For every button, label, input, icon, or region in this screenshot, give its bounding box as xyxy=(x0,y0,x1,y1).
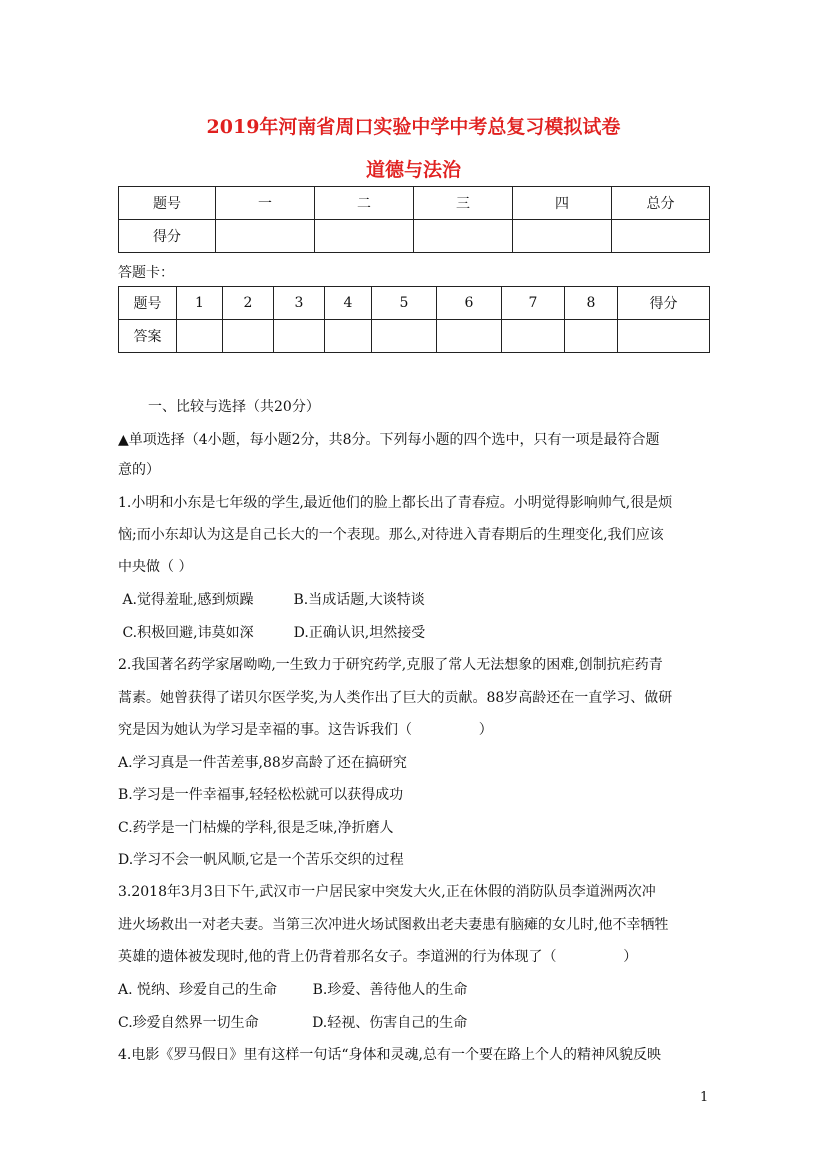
answer-header-cell: 3 xyxy=(274,287,325,320)
answer-cell[interactable] xyxy=(177,320,223,353)
score-header-cell: 总分 xyxy=(612,187,710,220)
score-cell[interactable] xyxy=(513,220,612,253)
question-2-stem: 蒿素。她曾获得了诺贝尔医学奖,为人类作出了巨大的贡献。88岁高龄还在一直学习、做研 xyxy=(118,690,673,706)
score-table xyxy=(118,186,710,253)
answer-cell[interactable] xyxy=(618,320,710,353)
answer-header-cell: 6 xyxy=(437,287,502,320)
answer-header-cell: 题号 xyxy=(119,287,177,320)
question-3-stem: 进火场救出一对老夫妻。当第三次冲进火场试图救出老夫妻患有脑瘫的女儿时,他不幸牺牲 xyxy=(118,917,669,933)
question-2-option: B.学习是一件幸福事,轻轻松松就可以获得成功 xyxy=(118,787,404,803)
answer-cell[interactable] xyxy=(372,320,437,353)
question-2-option: A.学习真是一件苦差事,88岁高龄了还在搞研究 xyxy=(118,755,407,771)
answer-header-cell: 5 xyxy=(372,287,437,320)
answer-header-cell: 8 xyxy=(565,287,618,320)
question-1-options: C.积极回避,讳莫如深 D.正确认识,坦然接受 xyxy=(118,625,426,641)
section-heading: 一、比较与选择（共20分） xyxy=(148,399,320,415)
question-2-option: D.学习不会一帆风顺,它是一个苦乐交织的过程 xyxy=(118,852,404,868)
answer-cell[interactable] xyxy=(502,320,565,353)
answer-table xyxy=(118,286,710,353)
question-3-options: A. 悦纳、珍爱自己的生命 B.珍爱、善待他人的生命 xyxy=(118,982,468,998)
answer-cell[interactable] xyxy=(223,320,274,353)
score-cell[interactable] xyxy=(315,220,414,253)
question-1-stem: 1.小明和小东是七年级的学生,最近他们的脸上都长出了青春痘。小明觉得影响帅气,很是烦 xyxy=(118,495,673,511)
question-3-stem: 英雄的遗体被发现时,他的背上仍背着那名女子。李道洲的行为体现了（ ） xyxy=(118,949,638,965)
page-number: 1 xyxy=(700,1090,709,1105)
question-2-option: C.药学是一门枯燥的学科,很是乏味,净折磨人 xyxy=(118,820,394,836)
question-2-stem: 2.我国著名药学家屠呦呦,一生致力于研究药学,克服了常人无法想象的困难,创制抗疟药青 xyxy=(118,657,663,673)
score-header-cell: 三 xyxy=(414,187,513,220)
answer-cell[interactable] xyxy=(437,320,502,353)
answer-table-header-row xyxy=(119,287,710,320)
answer-header-cell: 得分 xyxy=(618,287,710,320)
question-3-options: C.珍爱自然界一切生命 D.轻视、伤害自己的生命 xyxy=(118,1015,468,1031)
answer-header-cell: 2 xyxy=(223,287,274,320)
instructions-line: 意的） xyxy=(118,462,160,478)
instructions-line: ▲单项选择（4小题，每小题2分，共8分。下列每小题的四个选中，只有一项是最符合题 xyxy=(118,432,660,448)
answer-cell[interactable] xyxy=(274,320,325,353)
question-1-options: A.觉得羞耻,感到烦躁 B.当成话题,大谈特谈 xyxy=(118,592,425,608)
question-2-stem: 究是因为她认为学习是幸福的事。这告诉我们（ ） xyxy=(118,722,493,738)
score-table-header-row xyxy=(119,187,710,220)
question-1-stem: 中央做（ ） xyxy=(118,559,193,575)
score-header-cell: 题号 xyxy=(119,187,216,220)
score-row-label: 得分 xyxy=(119,220,216,253)
exam-subject: 道德与法治 xyxy=(365,159,461,181)
exam-title: 2019年河南省周口实验中学中考总复习模拟试卷 xyxy=(206,116,621,138)
answer-cell[interactable] xyxy=(325,320,372,353)
answer-table-answer-row xyxy=(119,320,710,353)
question-3-stem: 3.2018年3月3日下午,武汉市一户居民家中突发大火,正在休假的消防队员李道洲两次冲 xyxy=(118,884,656,900)
score-cell[interactable] xyxy=(216,220,315,253)
answer-header-cell: 4 xyxy=(325,287,372,320)
answer-header-cell: 1 xyxy=(177,287,223,320)
score-header-cell: 二 xyxy=(315,187,414,220)
score-table-score-row xyxy=(119,220,710,253)
question-1-stem: 恼;而小东却认为这是自己长大的一个表现。那么,对待进入青春期后的生理变化,我们应该 xyxy=(118,527,664,543)
score-header-cell: 四 xyxy=(513,187,612,220)
question-4-stem: 4.电影《罗马假日》里有这样一句话“身体和灵魂,总有一个要在路上个人的精神风貌反映 xyxy=(118,1047,661,1063)
answer-row-label: 答案 xyxy=(119,320,177,353)
answer-header-cell: 7 xyxy=(502,287,565,320)
answer-card-label: 答题卡： xyxy=(118,265,174,281)
score-cell[interactable] xyxy=(612,220,710,253)
answer-cell[interactable] xyxy=(565,320,618,353)
score-cell[interactable] xyxy=(414,220,513,253)
score-header-cell: 一 xyxy=(216,187,315,220)
